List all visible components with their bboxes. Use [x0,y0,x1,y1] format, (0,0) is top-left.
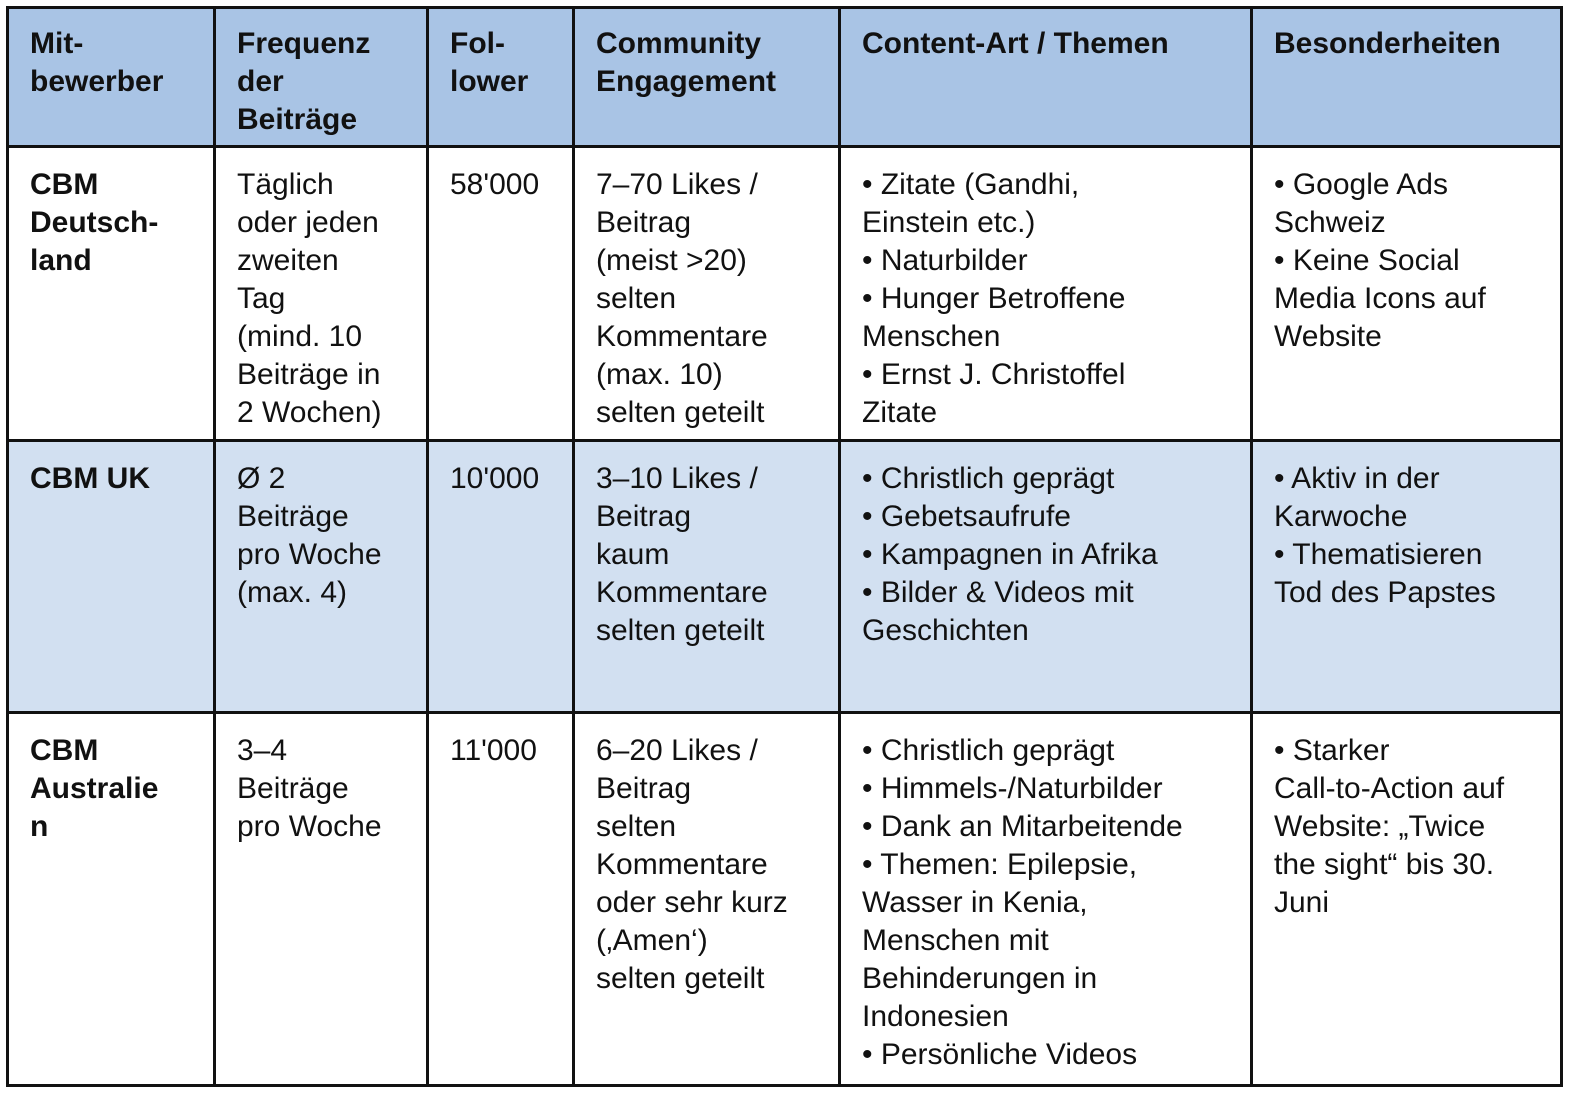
cell-line: Website [1274,320,1382,353]
cell-line: Deutsch- [30,206,159,239]
header-followers [428,8,574,147]
cell-line: 3–4 [237,734,288,767]
header-row [8,8,1562,147]
cell-line: Kommentare [596,576,768,609]
competitor-name-cell [8,147,215,441]
cell-line: Tod des Papstes [1274,576,1496,609]
cell-line: Wasser in Kenia, [862,886,1088,919]
frequency-cell [215,713,428,1086]
cell-line: • Christlich geprägt [862,734,1115,767]
cell-line: zweiten [237,244,339,277]
header-line: Beiträge [237,103,358,136]
cell-line: 6–20 Likes / [596,734,758,767]
cell-line: Call-to-Action auf [1274,772,1505,805]
cell-line: selten geteilt [596,396,765,429]
cell-line: 7–70 Likes / [596,168,758,201]
cell-line: CBM [30,734,99,767]
header-engagement [574,8,840,147]
specials-cell [1252,441,1562,713]
content-cell [840,147,1252,441]
cell-line: • Naturbilder [862,244,1028,277]
cell-line: Beitrag [596,206,692,239]
competitor-name-cell [8,713,215,1086]
cell-line: the sight“ bis 30. [1274,848,1495,881]
cell-line: Behinderungen in [862,962,1098,995]
cell-line: • Aktiv in der [1274,462,1440,495]
cell-line: pro Woche [237,810,382,843]
cell-line: Kommentare [596,848,768,881]
engagement-cell [574,441,840,713]
cell-line: selten geteilt [596,962,765,995]
cell-line: Karwoche [1274,500,1408,533]
cell-line: Tag [237,282,286,315]
header-line: Content-Art / Themen [862,27,1169,60]
table-row [8,441,1562,713]
cell-line: n [30,810,49,843]
table-row [8,713,1562,1086]
cell-line: • Google Ads [1274,168,1448,201]
cell-line: Indonesien [862,1000,1009,1033]
cell-line: Juni [1274,886,1330,919]
followers-cell [428,147,574,441]
cell-line: 3–10 Likes / [596,462,758,495]
header-line: Frequenz [237,27,371,60]
cell-line: Beitrag [596,772,692,805]
cell-line: • Christlich geprägt [862,462,1115,495]
cell-line: • Himmels-/Naturbilder [862,772,1163,805]
cell-line: • Keine Social [1274,244,1460,277]
cell-line: • Bilder & Videos mit [862,576,1134,609]
cell-line: Media Icons auf [1274,282,1486,315]
cell-line: Zitate [862,396,938,429]
cell-line: 10'000 [450,462,540,495]
cell-line: oder jeden [237,206,379,239]
header-line: Fol- [450,27,505,60]
cell-line: Kommentare [596,320,768,353]
cell-line: (max. 10) [596,358,723,391]
cell-line: (mind. 10 [237,320,363,353]
specials-cell [1252,147,1562,441]
header-frequency [215,8,428,147]
cell-line: Beitrag [596,500,692,533]
cell-line: • Dank an Mitarbeitende [862,810,1183,843]
competitor-analysis-table [6,6,1563,1087]
cell-line: Geschichten [862,614,1029,647]
cell-line: Ø 2 [237,462,286,495]
cell-line: • Zitate (Gandhi, [862,168,1080,201]
cell-line: • Thematisieren [1274,538,1483,571]
header-specials [1252,8,1562,147]
cell-line: selten geteilt [596,614,765,647]
cell-line: Website: „Twice [1274,810,1486,843]
cell-line: CBM [30,168,99,201]
header-line: der [237,65,284,98]
cell-line: • Ernst J. Christoffel [862,358,1126,391]
cell-line: kaum [596,538,670,571]
followers-cell [428,713,574,1086]
competitor-name-cell [8,441,215,713]
cell-line: • Hunger Betroffene [862,282,1126,315]
cell-line: selten [596,282,677,315]
cell-line: Schweiz [1274,206,1386,239]
cell-line: (‚Amen‘) [596,924,708,957]
cell-line: Menschen [862,320,1001,353]
cell-line: Menschen mit [862,924,1049,957]
header-content [840,8,1252,147]
followers-cell [428,441,574,713]
cell-line: 58'000 [450,168,540,201]
cell-line: • Persönliche Videos [862,1038,1138,1071]
header-line: lower [450,65,529,98]
cell-line: CBM UK [30,462,150,495]
header-line: Community [596,27,761,60]
cell-line: (max. 4) [237,576,348,609]
frequency-cell [215,147,428,441]
engagement-cell [574,147,840,441]
cell-line: Beiträge [237,500,349,533]
frequency-cell [215,441,428,713]
cell-line: • Themen: Epilepsie, [862,848,1138,881]
cell-line: Australie [30,772,159,805]
content-cell [840,441,1252,713]
header-competitor [8,8,215,147]
header-line: Mit- [30,27,84,60]
cell-line: • Kampagnen in Afrika [862,538,1158,571]
header-line: Engagement [596,65,777,98]
cell-line: • Starker [1274,734,1390,767]
cell-line: oder sehr kurz [596,886,788,919]
cell-line: pro Woche [237,538,382,571]
table-row [8,147,1562,441]
cell-line: selten [596,810,677,843]
cell-line: Beiträge [237,772,349,805]
header-line: bewerber [30,65,164,98]
cell-line: land [30,244,92,277]
cell-line: Einstein etc.) [862,206,1036,239]
cell-line: Täglich [237,168,334,201]
cell-line: 2 Wochen) [237,396,382,429]
content-cell [840,713,1252,1086]
cell-line: (meist >20) [596,244,747,277]
header-line: Besonderheiten [1274,27,1501,60]
cell-line: 11'000 [450,734,537,767]
specials-cell [1252,713,1562,1086]
engagement-cell [574,713,840,1086]
cell-line: • Gebetsaufrufe [862,500,1071,533]
cell-line: Beiträge in [237,358,381,391]
